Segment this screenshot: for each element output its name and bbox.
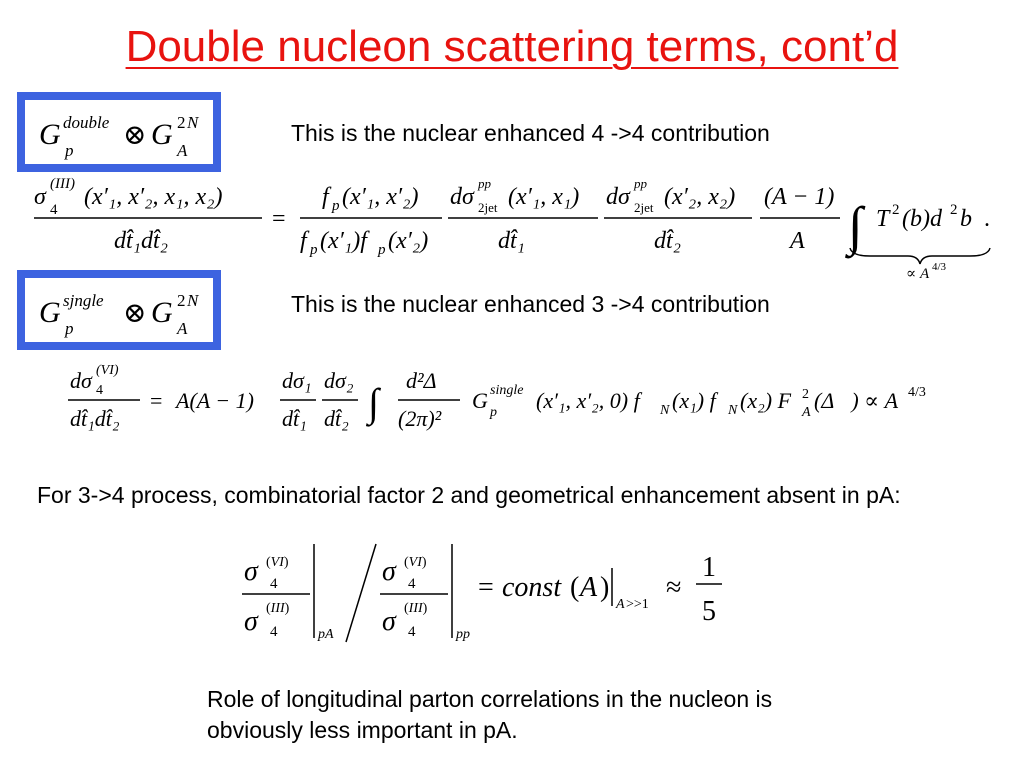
svg-text:A(A − 1): A(A − 1) <box>176 388 254 413</box>
svg-text:G: G <box>39 118 61 151</box>
svg-text:(III): (III) <box>266 601 290 616</box>
svg-text:dt̂₁dt̂₂: dt̂₁dt̂₂ <box>70 406 120 431</box>
svg-text:σ: σ <box>244 606 258 637</box>
double-superscript: double <box>63 113 110 132</box>
svg-text:pA: pA <box>318 627 334 642</box>
svg-text:N: N <box>728 403 738 418</box>
svg-text:p: p <box>332 198 340 214</box>
svg-text:const: const <box>502 572 562 603</box>
svg-text:=: = <box>150 388 163 413</box>
ratio-equation <box>240 538 730 648</box>
svg-text:(x′₂): (x′₂) <box>388 228 429 254</box>
svg-text:p: p <box>65 319 74 338</box>
contribution-4to4-text: This is the nuclear enhanced 4 ->4 contribution <box>291 120 770 146</box>
svg-text:A: A <box>920 266 930 282</box>
svg-text:4: 4 <box>408 576 416 592</box>
svg-text:(x′₁)f: (x′₁)f <box>320 228 367 254</box>
svg-text:p: p <box>378 242 386 258</box>
svg-text:dσ: dσ <box>450 184 474 210</box>
svg-text:A: A <box>580 572 598 603</box>
svg-text:⊗: ⊗ <box>123 120 147 151</box>
contribution-3to4-text: This is the nuclear enhanced 3 ->4 contribution <box>291 291 770 317</box>
equation-3to4 <box>62 358 982 438</box>
svg-text:∝: ∝ <box>906 266 917 282</box>
svg-text:2: 2 <box>177 113 186 132</box>
svg-text:dt̂₁: dt̂₁ <box>498 228 526 254</box>
single-pdf-formula <box>25 278 213 342</box>
svg-text:2: 2 <box>892 202 900 218</box>
svg-text:pp: pp <box>478 176 491 191</box>
svg-text:>>1: >>1 <box>626 597 649 612</box>
equation-4to4 <box>30 172 1000 282</box>
svg-text:σ: σ <box>382 606 396 637</box>
svg-text:dt̂₂: dt̂₂ <box>654 228 682 254</box>
svg-text:4/3: 4/3 <box>932 261 947 273</box>
combinatorial-factor-text: For 3->4 process, combinatorial factor 2 and geometrical enhancement absent in pA: <box>37 482 901 508</box>
svg-text:⊗: ⊗ <box>123 298 147 329</box>
svg-text:pp: pp <box>456 627 470 642</box>
svg-text:p: p <box>490 405 497 420</box>
svg-text:∫: ∫ <box>848 196 863 256</box>
svg-text:(VI): (VI) <box>266 555 289 570</box>
svg-text:4: 4 <box>96 383 103 398</box>
svg-text:σ: σ <box>244 556 258 587</box>
slide-title: Double nucleon scattering terms, cont’d <box>125 22 899 71</box>
svg-text:A: A <box>790 228 805 254</box>
svg-text:dσ: dσ <box>606 184 630 210</box>
svg-text:A: A <box>177 319 188 338</box>
svg-text:dt̂₁: dt̂₁ <box>282 406 307 431</box>
svg-text:.: . <box>984 206 990 232</box>
svg-text:G: G <box>39 296 61 329</box>
svg-text:2jet: 2jet <box>634 200 654 215</box>
svg-text:σ: σ <box>34 184 46 210</box>
svg-text:≈: ≈ <box>666 572 682 603</box>
svg-text:N: N <box>187 291 199 310</box>
svg-text:(A − 1): (A − 1) <box>764 184 835 210</box>
svg-text:(: ( <box>570 572 580 603</box>
svg-text:p: p <box>310 242 318 258</box>
svg-text:A: A <box>177 141 188 160</box>
single-pdf-box <box>17 270 221 350</box>
svg-text:N: N <box>187 113 199 132</box>
svg-text:4: 4 <box>270 576 278 592</box>
svg-text:T: T <box>876 206 890 232</box>
svg-text:2: 2 <box>177 291 186 310</box>
svg-text:(Δ⃗) ∝ A: (Δ⃗) ∝ A <box>814 388 899 413</box>
svg-text:5: 5 <box>702 596 716 627</box>
svg-text:A: A <box>616 597 625 612</box>
svg-text:dσ₂: dσ₂ <box>324 368 354 393</box>
svg-text:(VI): (VI) <box>96 363 119 378</box>
svg-text:σ: σ <box>382 556 396 587</box>
svg-text:dσ₁: dσ₁ <box>282 368 312 393</box>
svg-text:A: A <box>802 405 811 420</box>
svg-text:(VI): (VI) <box>404 555 427 570</box>
svg-text:4: 4 <box>408 624 416 640</box>
svg-text:=: = <box>478 572 494 603</box>
svg-text:4/3: 4/3 <box>908 385 926 400</box>
svg-text:d²Δ⃗: d²Δ⃗ <box>406 368 454 393</box>
role-correlations-text: Role of longitudinal parton correlations in the nucleon is obviously less important in pA. <box>207 686 773 743</box>
svg-text:(b)d: (b)d <box>902 206 942 232</box>
svg-text:p: p <box>65 141 74 160</box>
double-pdf-box <box>17 92 221 172</box>
svg-text:dt̂₁dt̂₂: dt̂₁dt̂₂ <box>114 228 169 254</box>
svg-text:(x′₁, x′₂, x₁, x₂): (x′₁, x′₂, x₁, x₂) <box>84 184 223 210</box>
svg-text:(III): (III) <box>404 601 428 616</box>
svg-text:N: N <box>660 403 670 418</box>
svg-text:(2π)²: (2π)² <box>398 406 442 431</box>
double-pdf-formula <box>25 100 213 164</box>
svg-text:(x₁) f: (x₁) f <box>672 388 716 413</box>
svg-text:2: 2 <box>950 202 958 218</box>
svg-text:G: G <box>151 296 173 329</box>
svg-text:(x′₁, x₁): (x′₁, x₁) <box>508 184 580 210</box>
svg-text:2jet: 2jet <box>478 200 498 215</box>
svg-text:dσ: dσ <box>70 368 92 393</box>
svg-text:4: 4 <box>270 624 278 640</box>
svg-text:(x′₁, x′₂): (x′₁, x′₂) <box>342 184 419 210</box>
svg-text:(x′₁, x′₂, 0) f: (x′₁, x′₂, 0) f <box>536 388 640 413</box>
svg-text:): ) <box>600 572 610 603</box>
svg-text:(III): (III) <box>50 176 75 192</box>
svg-text:1: 1 <box>702 552 716 583</box>
svg-text:(x′₂, x₂): (x′₂, x₂) <box>664 184 736 210</box>
svg-text:f: f <box>300 228 307 254</box>
svg-text:2: 2 <box>802 387 809 402</box>
svg-text:dt̂₂: dt̂₂ <box>324 406 349 431</box>
svg-text:f: f <box>322 184 329 210</box>
svg-text:G: G <box>151 118 173 151</box>
svg-text:G: G <box>472 388 488 413</box>
svg-text:pp: pp <box>634 176 647 191</box>
svg-text:=: = <box>272 206 286 232</box>
svg-text:4: 4 <box>50 202 58 218</box>
single-superscript: sjngle <box>63 291 104 310</box>
svg-text:single: single <box>490 383 524 398</box>
svg-text:(x₂) F: (x₂) F <box>740 388 792 413</box>
svg-text:∫: ∫ <box>368 380 379 425</box>
svg-text:b: b <box>960 206 972 232</box>
